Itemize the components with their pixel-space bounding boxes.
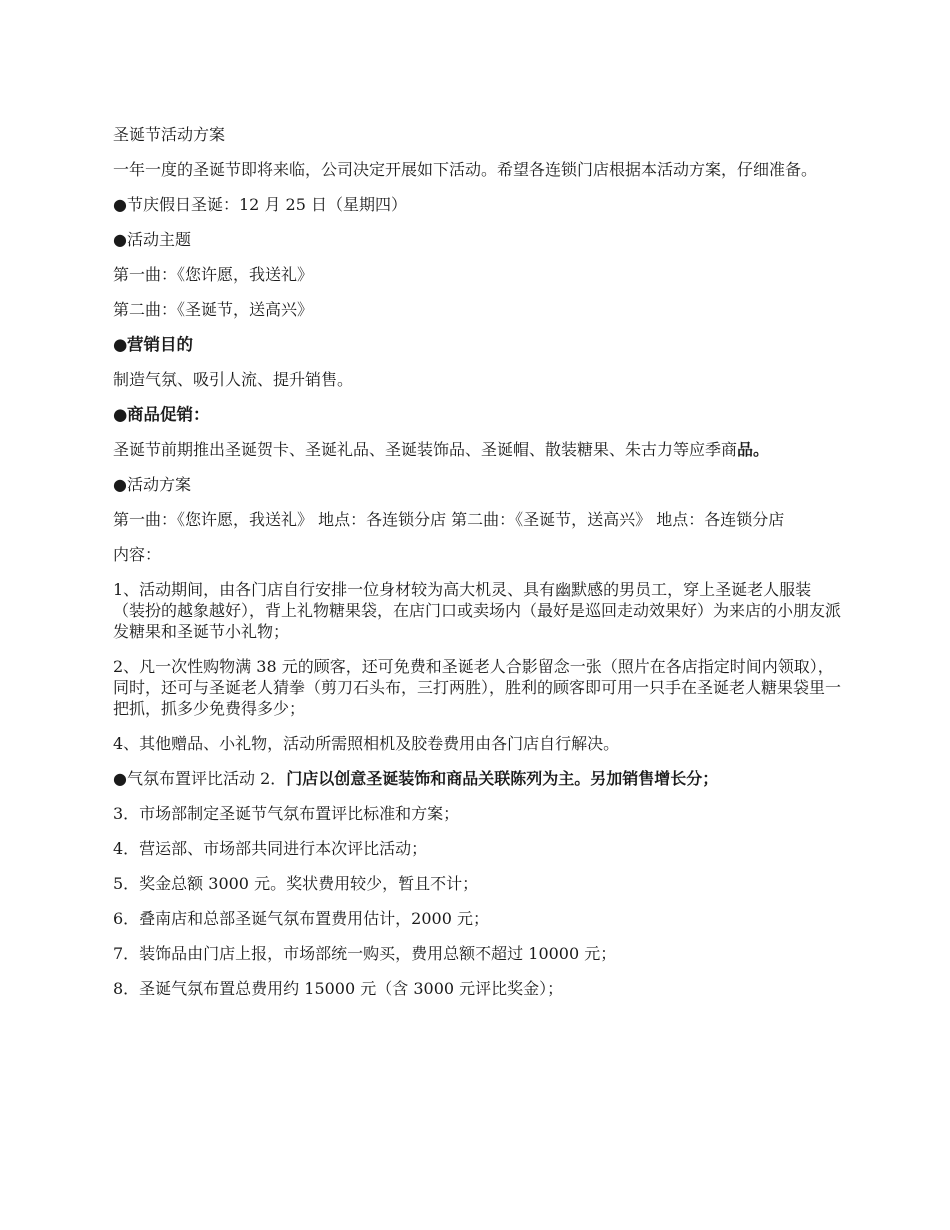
marketing-text: 制造气氛、吸引人流、提升销售。 — [113, 370, 354, 389]
promo-heading-text: 商品促销： — [127, 405, 210, 424]
rule-8: 8．圣诞气氛布置总费用约 15000 元（含 3000 元评比奖金）； — [113, 979, 564, 998]
plan-text: 第一曲：《您许愿，我送礼》 地点：各连锁分店 第二曲：《圣诞节，送高兴》 地点：各连锁分店 — [113, 510, 785, 529]
bullet-icon: ● — [113, 230, 127, 249]
rule-4: 4．营运部、市场部共同进行本次评比活动； — [113, 839, 428, 858]
bullet-icon: ● — [113, 405, 128, 424]
promo-text-main: 圣诞节前期推出圣诞贺卡、圣诞礼品、圣诞装饰品、圣诞帽、散装糖果、朱古力等应季商 — [113, 440, 738, 459]
plan-heading-text: 活动方案 — [127, 475, 192, 494]
bullet-icon: ● — [113, 769, 127, 788]
theme-line-2: 第二曲：《圣诞节，送高兴》 — [113, 300, 314, 319]
marketing-heading — [113, 334, 843, 355]
bullet-icon: ● — [113, 335, 128, 354]
decor-bold-text: 门店以创意圣诞装饰和商品关联陈列为主。另加销售增长分； — [286, 769, 719, 788]
intro-paragraph: 一年一度的圣诞节即将来临，公司决定开展如下活动。希望各连锁门店根据本活动方案，仔细准备。 — [113, 160, 818, 179]
rule-7: 7．装饰品由门店上报，市场部统一购买，费用总额不超过 10000 元； — [113, 944, 617, 963]
decor-line — [113, 768, 843, 789]
promo-text — [113, 439, 843, 460]
plan-heading — [113, 474, 843, 495]
rule-3: 3．市场部制定圣诞节气氛布置评比标准和方案； — [113, 804, 460, 823]
promo-heading — [113, 404, 843, 425]
holiday-text: 节庆假日圣诞：12 月 25 日（星期四） — [127, 195, 407, 214]
theme-heading — [113, 229, 843, 250]
document-title: 圣诞节活动方案 — [113, 125, 226, 144]
promo-text-tail: 品。 — [737, 440, 770, 459]
content-item-2: 2、凡一次性购物满 38 元的顾客，还可免费和圣诞老人合影留念一张（照片在各店指定时间内领取），同时，还可与圣诞老人猜拳（剪刀石头布，三打两胜），胜利的顾客即可用一只手在圣诞老人糖果袋里一把抓，抓多少免费得多少； — [113, 657, 842, 718]
decor-prefix: 气氛布置评比活动 2． — [127, 769, 287, 788]
document-page — [113, 124, 843, 1013]
rule-6: 6．叠南店和总部圣诞气氛布置费用估计，2000 元； — [113, 909, 489, 928]
marketing-heading-text: 营销目的 — [127, 335, 193, 354]
rule-5: 5．奖金总额 3000 元。奖状费用较少，暂且不计； — [113, 874, 479, 893]
holiday-line — [113, 194, 843, 215]
content-label: 内容： — [113, 545, 162, 564]
content-item-4: 4、其他赠品、小礼物，活动所需照相机及胶卷费用由各门店自行解决。 — [113, 734, 620, 753]
theme-heading-text: 活动主题 — [127, 230, 192, 249]
theme-line-1: 第一曲：《您许愿，我送礼》 — [113, 265, 314, 284]
bullet-icon: ● — [113, 195, 127, 214]
content-item-1: 1、活动期间，由各门店自行安排一位身材较为高大机灵、具有幽默感的男员工，穿上圣诞老人服装（装扮的越象越好），背上礼物糖果袋，在店门口或卖场内（最好是巡回走动效果好）为来店的小朋友派发糖果和圣诞节小礼物； — [113, 580, 842, 641]
bullet-icon: ● — [113, 475, 127, 494]
